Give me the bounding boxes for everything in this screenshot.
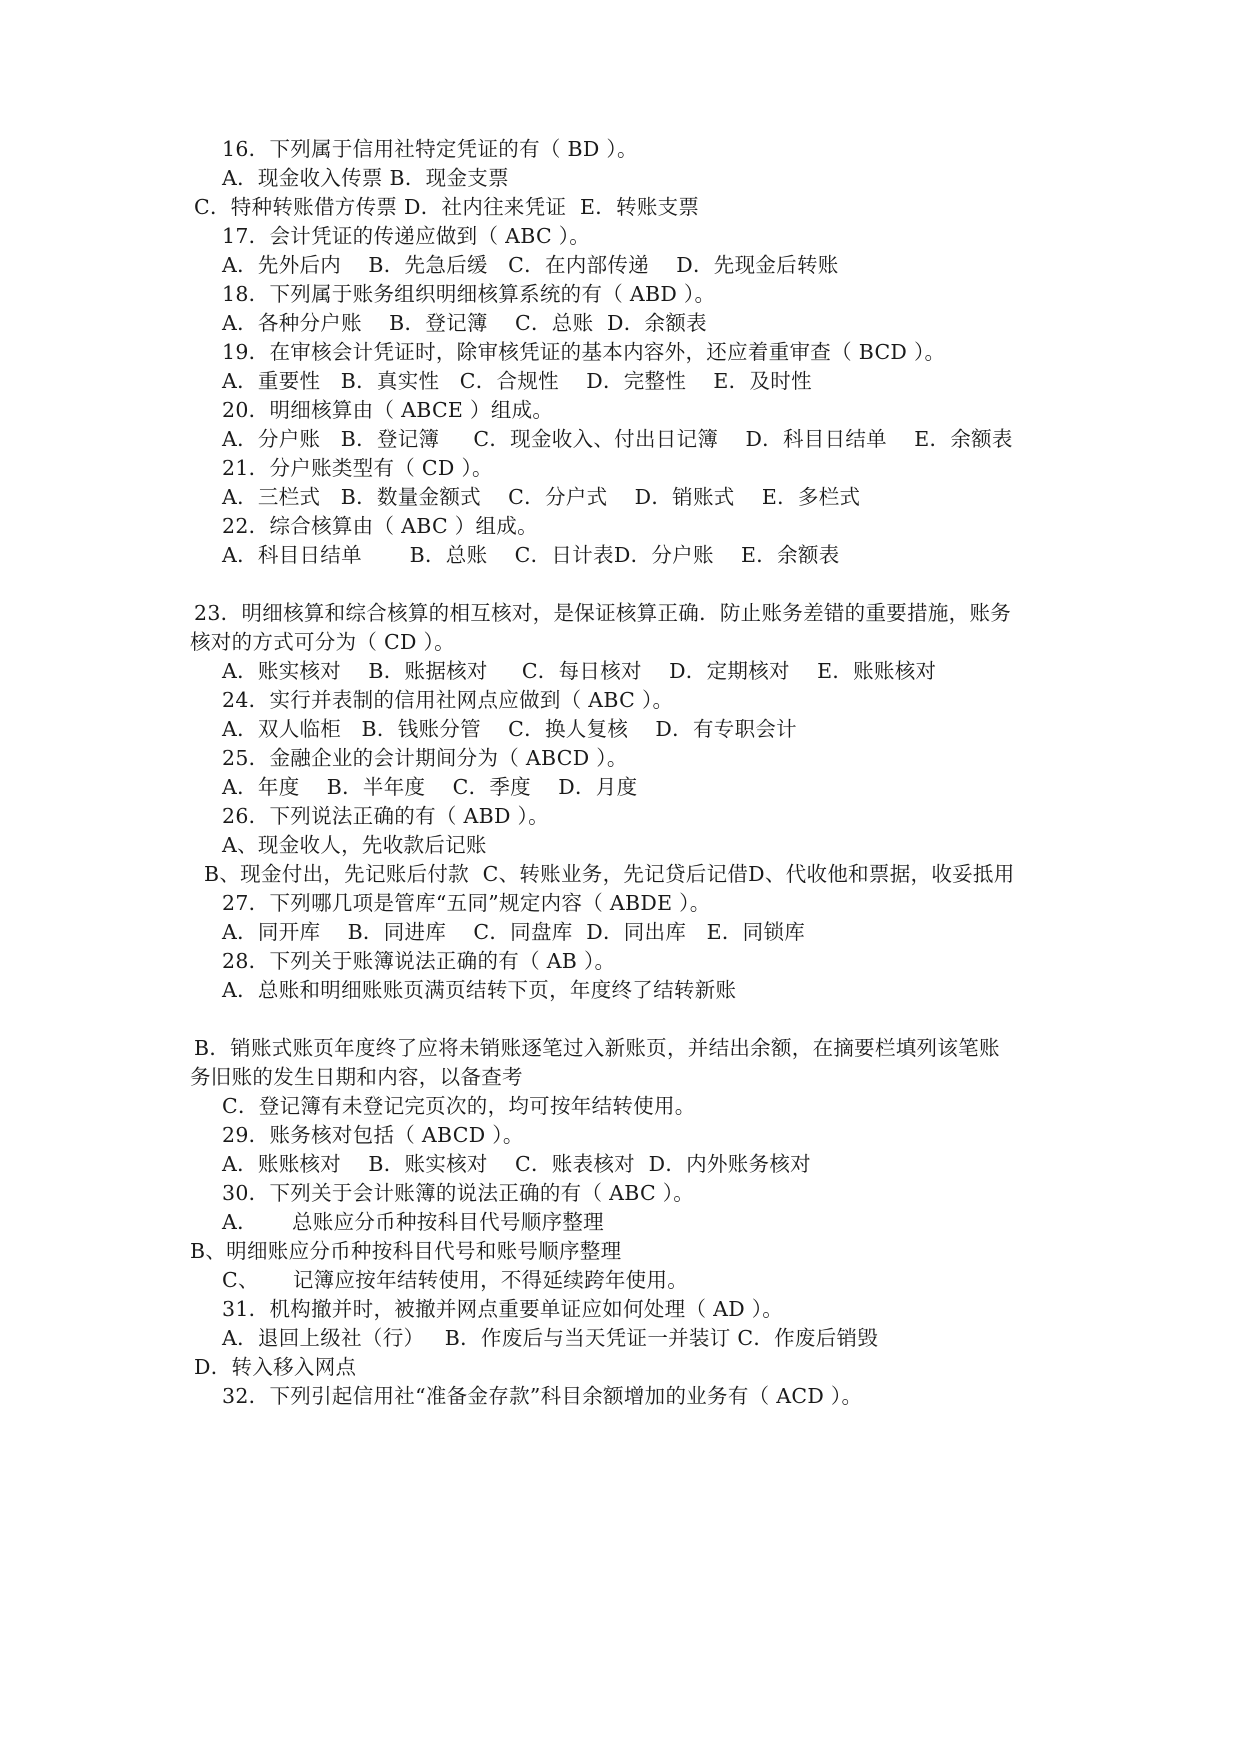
question-29-options: A．账账核对 B．账实核对 C．账表核对 D．内外账务核对 bbox=[222, 1152, 811, 1176]
question-30: 30．下列关于会计账簿的说法正确的有（ ABC ）。 bbox=[222, 1181, 695, 1205]
question-25-options: A．年度 B．半年度 C．季度 D．月度 bbox=[222, 775, 638, 799]
question-31-option-d: D．转入移入网点 bbox=[194, 1355, 357, 1379]
question-26-option-a: A、现金收人，先收款后记账 bbox=[222, 833, 487, 857]
question-31-options: A．退回上级社（行） B．作废后与当天凭证一并装订 C．作废后销毁 bbox=[222, 1326, 879, 1350]
question-28-option-b: B．销账式账页年度终了应将未销账逐笔过入新账页，并结出余额，在摘要栏填列该笔账 bbox=[194, 1036, 1000, 1060]
question-16: 16．下列属于信用社特定凭证的有（ BD ）。 bbox=[222, 137, 638, 161]
question-30-option-b: B、明细账应分币种按科目代号和账号顺序整理 bbox=[190, 1239, 622, 1263]
question-29: 29．账务核对包括（ ABCD ）。 bbox=[222, 1123, 524, 1147]
question-26: 26．下列说法正确的有（ ABD ）。 bbox=[222, 804, 549, 828]
question-20-options: A．分户账 B．登记簿 C．现金收入、付出日记簿 D．科目日结单 E．余额表 bbox=[222, 427, 1013, 451]
question-21-options: A．三栏式 B．数量金额式 C．分户式 D．销账式 E．多栏式 bbox=[222, 485, 861, 509]
question-22-options: A．科目日结单 B．总账 C．日计表D．分户账 E．余额表 bbox=[222, 543, 840, 567]
question-21: 21．分户账类型有（ CD ）。 bbox=[222, 456, 493, 480]
question-17-options: A．先外后内 B．先急后缓 C．在内部传递 D．先现金后转账 bbox=[222, 253, 839, 277]
question-16-options: A．现金收入传票 B．现金支票 bbox=[222, 166, 509, 190]
question-17: 17．会计凭证的传递应做到（ ABC ）。 bbox=[222, 224, 591, 248]
question-18-options: A．各种分户账 B．登记簿 C．总账 D．余额表 bbox=[222, 311, 707, 335]
question-23-options: A．账实核对 B．账据核对 C．每日核对 D．定期核对 E．账账核对 bbox=[222, 659, 937, 683]
question-28: 28．下列关于账簿说法正确的有（ AB ）。 bbox=[222, 949, 616, 973]
question-18: 18．下列属于账务组织明细核算系统的有（ ABD ）。 bbox=[222, 282, 716, 306]
question-30-option-c: C、 记簿应按年结转使用，不得延续跨年使用。 bbox=[222, 1268, 689, 1292]
question-25: 25．金融企业的会计期间分为（ ABCD ）。 bbox=[222, 746, 628, 770]
question-26-option-bcd: B、现金付出，先记账后付款 C、转账业务，先记贷后记借D、代收他和票据，收妥抵用 bbox=[204, 862, 1015, 886]
question-30-option-a: A． 总账应分币种按科目代号顺序整理 bbox=[222, 1210, 604, 1234]
question-16-options-cont: C．特种转账借方传票 D．社内往来凭证 E．转账支票 bbox=[194, 195, 700, 219]
question-28-option-c: C．登记簿有未登记完页次的，均可按年结转使用。 bbox=[222, 1094, 696, 1118]
question-19-options: A．重要性 B．真实性 C．合规性 D．完整性 E．及时性 bbox=[222, 369, 812, 393]
question-22: 22．综合核算由（ ABC ）组成。 bbox=[222, 514, 538, 538]
question-32: 32．下列引起信用社“准备金存款”科目余额增加的业务有（ ACD ）。 bbox=[222, 1384, 863, 1408]
question-24-options: A．双人临柜 B．钱账分管 C．换人复核 D．有专职会计 bbox=[222, 717, 797, 741]
question-28-option-b-cont: 务旧账的发生日期和内容，以备查考 bbox=[190, 1065, 523, 1089]
question-24: 24．实行并表制的信用社网点应做到（ ABC ）。 bbox=[222, 688, 674, 712]
question-23: 23．明细核算和综合核算的相互核对，是保证核算正确．防止账务差错的重要措施，账务 bbox=[194, 601, 1012, 625]
question-19: 19．在审核会计凭证时，除审核凭证的基本内容外，还应着重审查（ BCD ）。 bbox=[222, 340, 946, 364]
question-27-options: A．同开库 B．同进库 C．同盘库 D．同出库 E．同锁库 bbox=[222, 920, 806, 944]
question-23-cont: 核对的方式可分为（ CD ）。 bbox=[190, 630, 455, 654]
question-31: 31．机构撤并时，被撤并网点重要单证应如何处理（ AD ）。 bbox=[222, 1297, 784, 1321]
question-20: 20．明细核算由（ ABCE ）组成。 bbox=[222, 398, 554, 422]
question-27: 27．下列哪几项是管库“五同”规定内容（ ABDE ）。 bbox=[222, 891, 711, 915]
question-28-option-a: A．总账和明细账账页满页结转下页，年度终了结转新账 bbox=[222, 978, 737, 1002]
